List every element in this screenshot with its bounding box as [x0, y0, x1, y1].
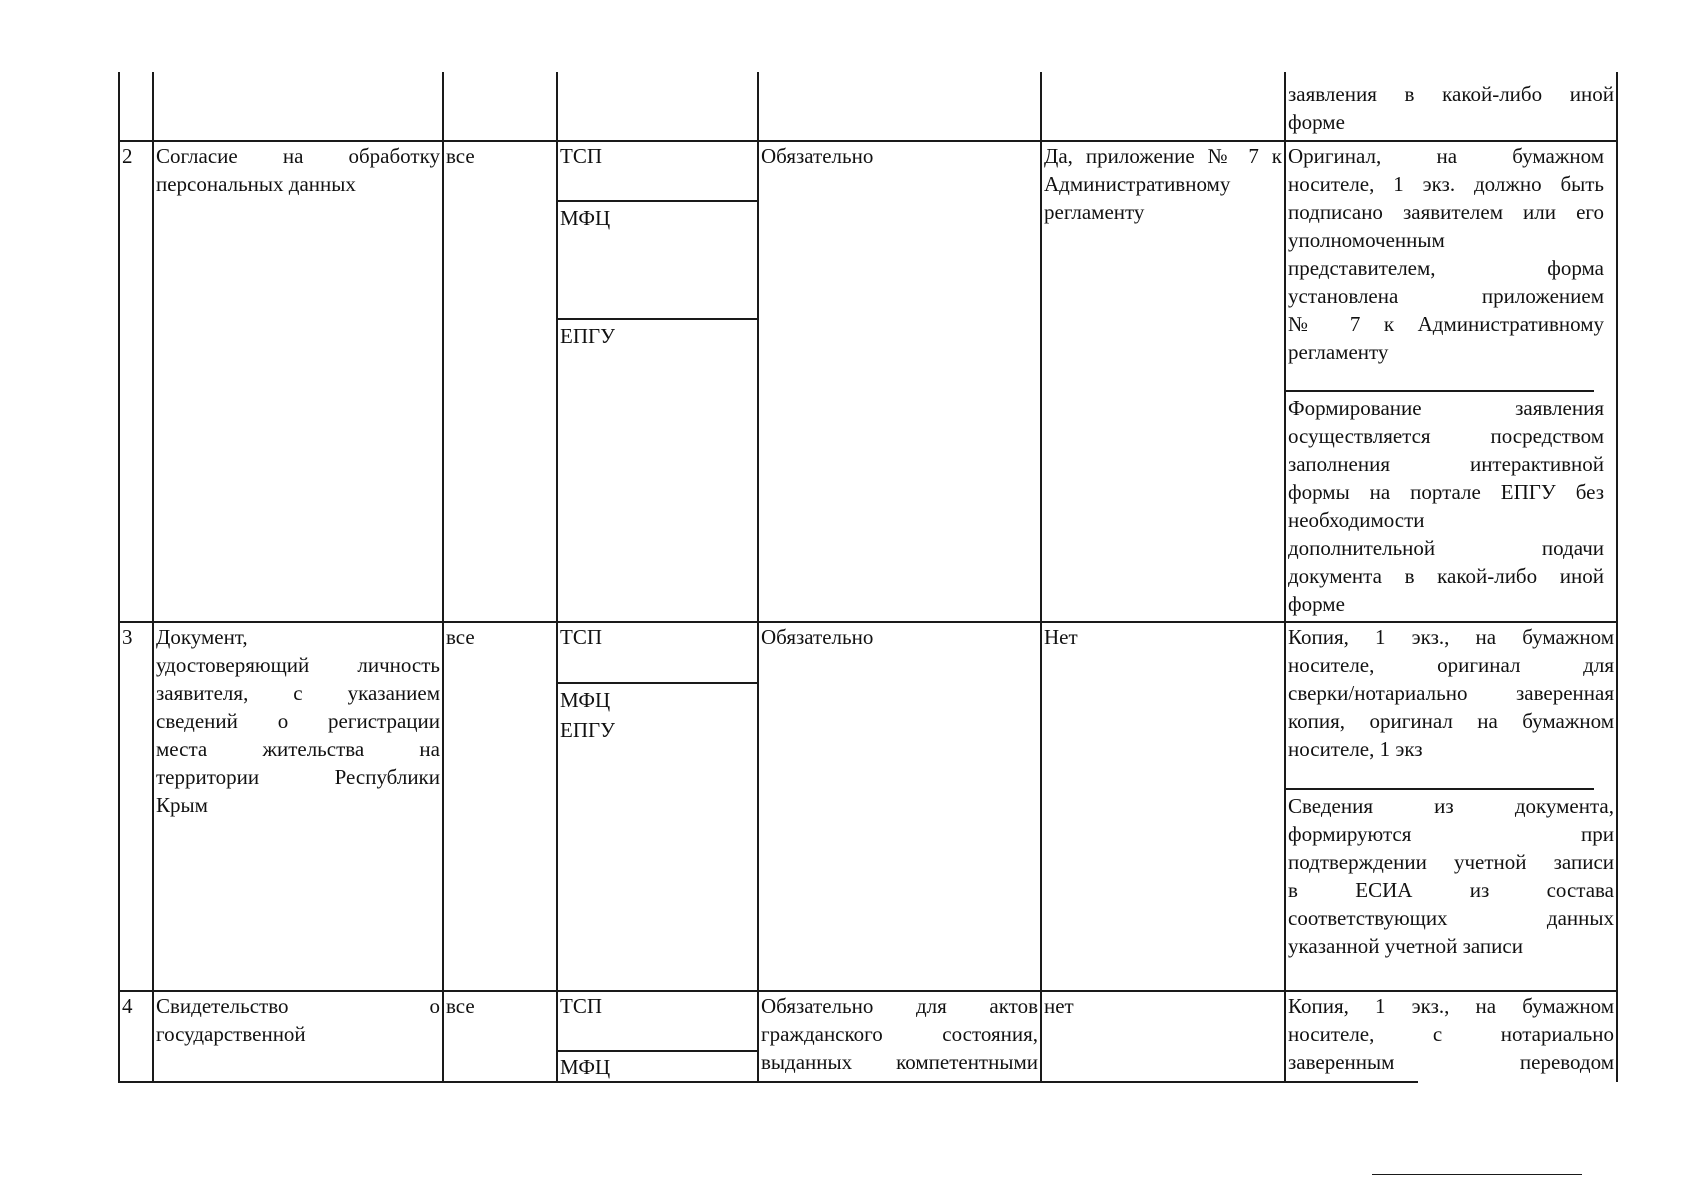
- text-line: копия, оригинал на бумажном: [1288, 709, 1614, 733]
- text-line: установлена приложением: [1288, 284, 1604, 308]
- text-line: форме: [1288, 592, 1345, 616]
- text-line: сведений о регистрации: [156, 709, 440, 733]
- channel-epgu: ЕПГУ: [560, 718, 616, 742]
- text-line: Обязательно для актов: [761, 994, 1038, 1018]
- text-line: сверки/нотариально заверенная: [1288, 681, 1614, 705]
- text-line: гражданского состояния,: [761, 1022, 1038, 1046]
- condition-cell: Обязательно: [761, 625, 874, 649]
- channel-sub-border: [556, 200, 759, 202]
- text-line: подписано заявителем или его: [1288, 200, 1604, 224]
- col-border-form: [1284, 72, 1286, 1082]
- channel-mfc: МФЦ: [560, 206, 611, 230]
- footer-line: [1372, 1174, 1582, 1175]
- form-cell: [1044, 142, 1282, 226]
- category-cell: все: [446, 625, 475, 649]
- text-line: формируются при: [1288, 822, 1614, 846]
- row-number: 4: [122, 994, 133, 1018]
- text-line: заверенным переводом: [1288, 1050, 1614, 1074]
- channel-sub-border: [556, 318, 759, 320]
- text-line: соответствующих данных: [1288, 906, 1614, 930]
- row-number: 2: [122, 144, 133, 168]
- text-line: в ЕСИА из состава: [1288, 878, 1614, 902]
- requirements-cell: [1288, 992, 1614, 1076]
- channel-sub-border: [556, 682, 759, 684]
- text-line: заявителя, с указанием: [156, 681, 440, 705]
- row-number: 3: [122, 625, 133, 649]
- text-line: Формирование заявления: [1288, 396, 1604, 420]
- document-name-cell: [156, 992, 440, 1048]
- text-line: Оригинал, на бумажном: [1288, 144, 1604, 168]
- requirements-cell: [1288, 623, 1614, 763]
- channel-mfc: МФЦ: [560, 1055, 611, 1079]
- col-border-name: [442, 72, 444, 1082]
- col-border-channel: [757, 72, 759, 1082]
- text-line: формы на портале ЕПГУ без: [1288, 480, 1604, 504]
- col-border-condition: [1040, 72, 1042, 1082]
- col-border-category: [556, 72, 558, 1082]
- text-line: Крым: [156, 793, 208, 817]
- text-line: Документ,: [156, 625, 248, 649]
- text-line: выданных компетентными: [761, 1050, 1038, 1074]
- text-line: регламенту: [1288, 340, 1389, 364]
- text-line: носителе, 1 экз. должно быть: [1288, 172, 1604, 196]
- requirements-sub-border: [1284, 390, 1594, 392]
- text-line: уполномоченным: [1288, 228, 1445, 252]
- text-line: форме: [1288, 110, 1345, 134]
- text-line: осуществляется посредством: [1288, 424, 1604, 448]
- text-line: подтверждении учетной записи: [1288, 850, 1614, 874]
- category-cell: все: [446, 144, 475, 168]
- text-line: регламенту: [1044, 200, 1145, 224]
- channel-epgu: ЕПГУ: [560, 324, 616, 348]
- document-name-cell: [156, 142, 440, 198]
- col-border-left: [118, 72, 120, 1082]
- category-cell: все: [446, 994, 475, 1018]
- text-line: Копия, 1 экз., на бумажном: [1288, 994, 1614, 1018]
- requirements-sub-border: [1284, 788, 1594, 790]
- text-line: № 7 к Административному: [1288, 312, 1604, 336]
- text-line: необходимости: [1288, 508, 1425, 532]
- text-line: удостоверяющий личность: [156, 653, 440, 677]
- requirements-epgu-cell: [1288, 394, 1604, 618]
- document-name-cell: [156, 623, 440, 819]
- text-line: заявления в какой-либо иной: [1288, 82, 1614, 106]
- text-line: представителем, форма: [1288, 256, 1604, 280]
- channel-tsp: ТСП: [560, 994, 602, 1018]
- text-line: Согласие на обработку: [156, 144, 440, 168]
- channel-tsp: ТСП: [560, 144, 602, 168]
- row-border-bottom: [118, 1081, 1418, 1083]
- channel-sub-border: [556, 1050, 759, 1052]
- text-line: Свидетельство о: [156, 994, 440, 1018]
- condition-cell: [761, 992, 1038, 1076]
- text-line: носителе, 1 экз: [1288, 737, 1423, 761]
- text-line: места жительства на: [156, 737, 440, 761]
- text-line: Копия, 1 экз., на бумажном: [1288, 625, 1614, 649]
- col-border-right: [1616, 72, 1618, 1082]
- text-line: носителе, оригинал для: [1288, 653, 1614, 677]
- text-line: документа в какой-либо иной: [1288, 564, 1604, 588]
- channel-tsp: ТСП: [560, 625, 602, 649]
- channel-mfc: МФЦ: [560, 688, 611, 712]
- text-line: территории Республики: [156, 765, 440, 789]
- text-line: Сведения из документа,: [1288, 794, 1614, 818]
- text-line: государственной: [156, 1022, 306, 1046]
- text-line: Административному: [1044, 172, 1231, 196]
- form-cell: нет: [1044, 994, 1074, 1018]
- col-border-num: [152, 72, 154, 1082]
- requirements-cell: [1288, 142, 1604, 366]
- text-line: указанной учетной записи: [1288, 934, 1523, 958]
- text-line: дополнительной подачи: [1288, 536, 1604, 560]
- requirements-continued-cell: [1288, 80, 1614, 136]
- text-line: Да, приложение № 7 к: [1044, 144, 1282, 168]
- text-line: носителе, с нотариально: [1288, 1022, 1614, 1046]
- condition-cell: Обязательно: [761, 144, 874, 168]
- form-cell: Нет: [1044, 625, 1078, 649]
- requirements-epgu-cell: [1288, 792, 1614, 960]
- text-line: персональных данных: [156, 172, 356, 196]
- text-line: заполнения интерактивной: [1288, 452, 1604, 476]
